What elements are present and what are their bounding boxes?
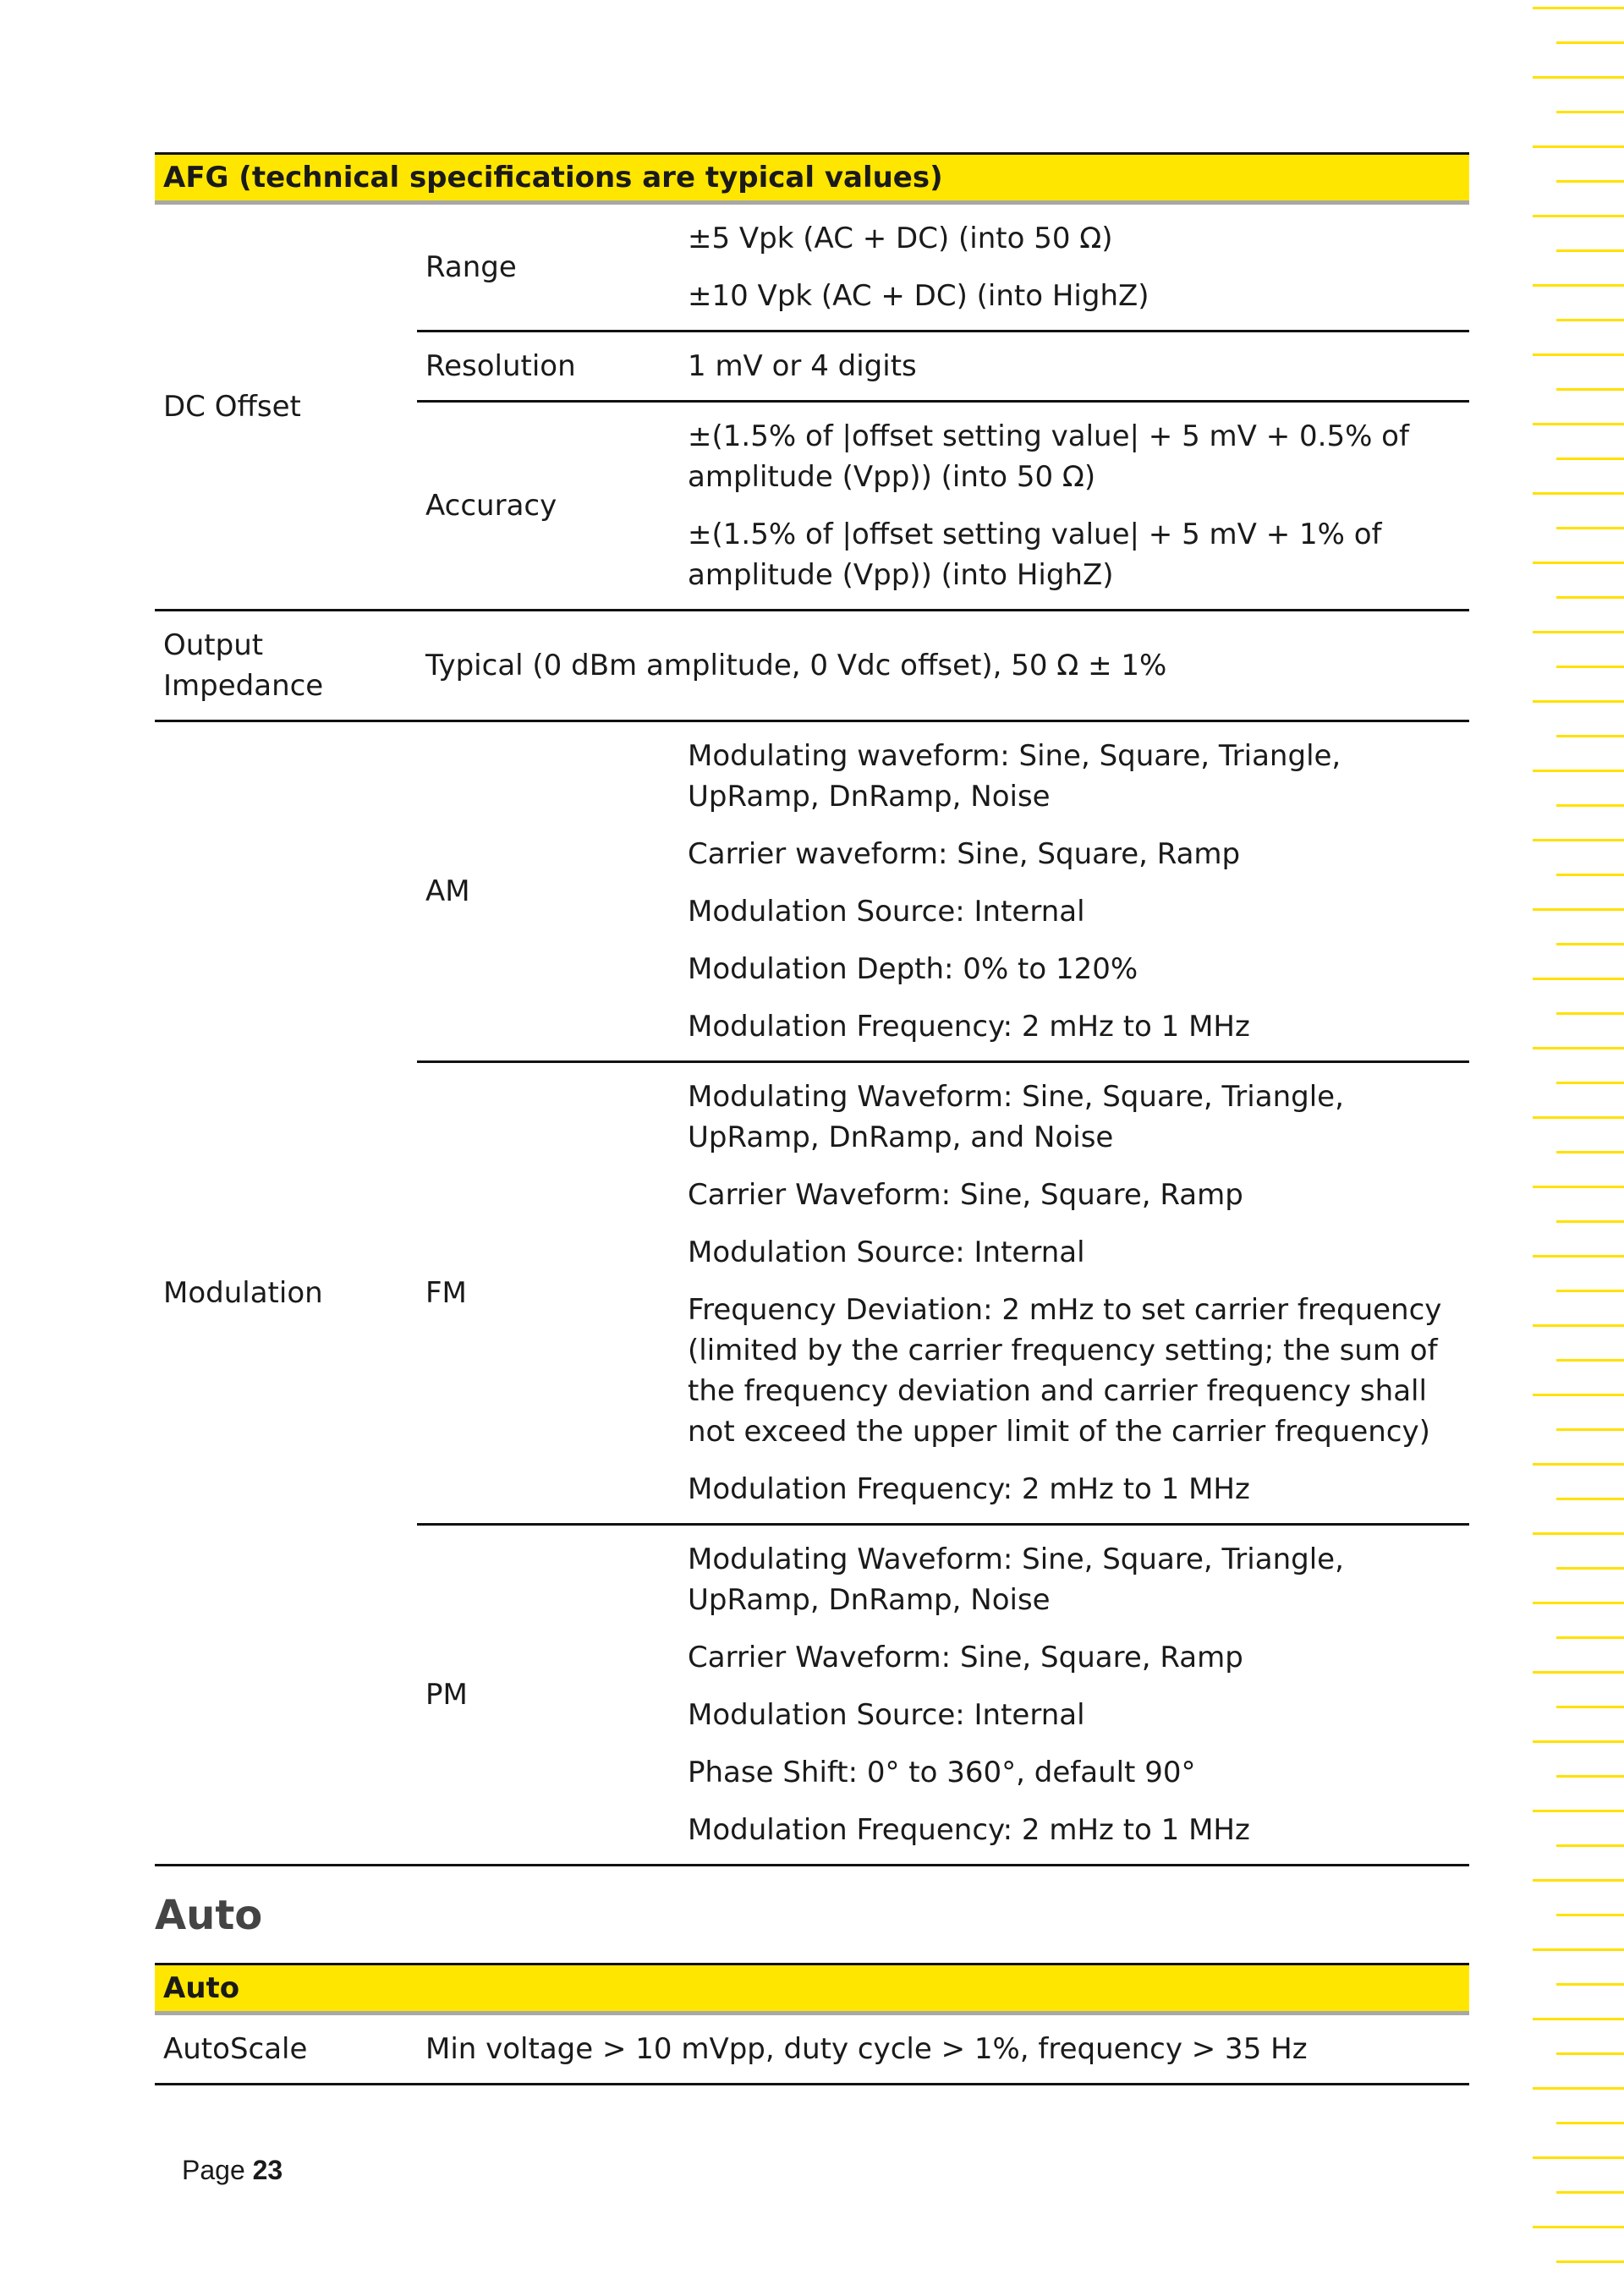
margin-line	[1556, 1359, 1624, 1362]
margin-line	[1533, 1671, 1624, 1674]
fm-values	[679, 1062, 1469, 1525]
page-content	[155, 152, 1469, 2085]
margin-line	[1533, 7, 1624, 9]
auto-table-header-row	[155, 1964, 1469, 2014]
page-number: 23	[252, 2155, 283, 2185]
fm-value: Modulating Waveform: Sine, Square, Triangle, UpRamp, DnRamp, and Noise	[688, 1080, 1344, 1154]
margin-line	[1556, 804, 1624, 807]
margin-line	[1533, 2087, 1624, 2090]
margin-line	[1556, 319, 1624, 321]
margin-line	[1533, 284, 1624, 287]
table-row	[155, 2014, 1469, 2085]
margin-line	[1556, 874, 1624, 876]
margin-line	[1533, 492, 1624, 495]
page-label: Page	[182, 2155, 245, 2185]
resolution-value: 1 mV or 4 digits	[679, 332, 1469, 402]
margin-line	[1533, 1255, 1624, 1258]
am-value: Modulation Depth: 0% to 120%	[688, 952, 1138, 986]
margin-line	[1533, 1602, 1624, 1604]
margin-line	[1533, 1324, 1624, 1327]
afg-table-header: AFG (technical specifications are typical values)	[155, 154, 1469, 203]
margin-line	[1556, 111, 1624, 113]
margin-line	[1533, 2226, 1624, 2228]
margin-line	[1533, 1532, 1624, 1535]
margin-line	[1533, 1463, 1624, 1466]
fm-label: FM	[417, 1062, 679, 1525]
margin-line	[1556, 1151, 1624, 1153]
margin-line	[1556, 596, 1624, 599]
pm-value: Modulating Waveform: Sine, Square, Triangle, UpRamp, DnRamp, Noise	[688, 1543, 1344, 1617]
fm-value: Frequency Deviation: 2 mHz to set carrier frequency (limited by the carrier frequency setting; the sum of the frequency deviation and carrier frequency shall not exceed the upper limit of the carrier frequency)	[688, 1293, 1442, 1449]
margin-line	[1556, 2122, 1624, 2124]
accuracy-value: ±(1.5% of |offset setting value| + 5 mV + 0.5% of amplitude (Vpp)) (into 50 Ω)	[688, 419, 1409, 494]
margin-line	[1556, 1636, 1624, 1639]
margin-line	[1556, 388, 1624, 391]
margin-line	[1533, 2018, 1624, 2020]
am-value: Modulation Frequency: 2 mHz to 1 MHz	[688, 1010, 1250, 1044]
accuracy-values	[679, 402, 1469, 611]
margin-line	[1533, 2156, 1624, 2159]
dc-offset-label: DC Offset	[155, 203, 417, 611]
margin-line	[1533, 1740, 1624, 1743]
margin-line	[1556, 1775, 1624, 1778]
am-value: Modulating waveform: Sine, Square, Triangle, UpRamp, DnRamp, Noise	[688, 739, 1341, 814]
fm-value: Modulation Frequency: 2 mHz to 1 MHz	[688, 1472, 1250, 1506]
margin-line	[1533, 1186, 1624, 1188]
margin-line	[1556, 2191, 1624, 2194]
margin-line	[1556, 1983, 1624, 1986]
pm-value: Carrier Waveform: Sine, Square, Ramp	[688, 1641, 1243, 1674]
afg-table-header-row	[155, 154, 1469, 203]
margin-line	[1556, 1498, 1624, 1500]
margin-line	[1556, 666, 1624, 668]
margin-line	[1556, 527, 1624, 529]
page-footer	[182, 2155, 283, 2186]
table-row	[155, 203, 1469, 332]
fm-value: Carrier Waveform: Sine, Square, Ramp	[688, 1178, 1243, 1212]
margin-decoration	[1522, 0, 1624, 2296]
margin-line	[1556, 1220, 1624, 1223]
pm-values	[679, 1525, 1469, 1866]
margin-line	[1556, 1082, 1624, 1084]
margin-line	[1556, 735, 1624, 737]
margin-line	[1556, 2052, 1624, 2055]
output-impedance-value: Typical (0 dBm amplitude, 0 Vdc offset), 50 Ω ± 1%	[417, 611, 1469, 721]
margin-line	[1533, 1879, 1624, 1882]
margin-line	[1533, 215, 1624, 217]
fm-value: Modulation Source: Internal	[688, 1236, 1085, 1269]
pm-value: Phase Shift: 0° to 360°, default 90°	[688, 1756, 1196, 1789]
margin-line	[1533, 1948, 1624, 1951]
margin-line	[1533, 145, 1624, 148]
margin-line	[1556, 1706, 1624, 1708]
accuracy-label: Accuracy	[417, 402, 679, 611]
range-value: ±5 Vpk (AC + DC) (into 50 Ω)	[688, 222, 1113, 255]
margin-line	[1556, 1914, 1624, 1916]
margin-line	[1533, 700, 1624, 703]
margin-line	[1556, 41, 1624, 44]
pm-value: Modulation Frequency: 2 mHz to 1 MHz	[688, 1813, 1250, 1847]
margin-line	[1556, 1428, 1624, 1431]
margin-line	[1533, 1394, 1624, 1396]
afg-spec-table	[155, 152, 1469, 1866]
pm-label: PM	[417, 1525, 679, 1866]
table-row	[155, 611, 1469, 721]
table-row	[155, 721, 1469, 1062]
auto-table-header: Auto	[155, 1964, 1469, 2014]
output-impedance-label: Output Impedance	[155, 611, 417, 721]
margin-line	[1533, 1047, 1624, 1049]
margin-line	[1533, 908, 1624, 911]
margin-line	[1533, 978, 1624, 980]
margin-line	[1556, 180, 1624, 183]
am-values	[679, 721, 1469, 1062]
margin-line	[1533, 1116, 1624, 1119]
margin-line	[1556, 1290, 1624, 1292]
am-value: Carrier waveform: Sine, Square, Ramp	[688, 837, 1241, 871]
auto-spec-table	[155, 1963, 1469, 2085]
autoscale-label: AutoScale	[155, 2014, 417, 2085]
margin-line	[1533, 631, 1624, 633]
margin-line	[1533, 423, 1624, 425]
margin-line	[1533, 562, 1624, 564]
margin-line	[1556, 1567, 1624, 1570]
margin-line	[1556, 458, 1624, 460]
margin-line	[1556, 2260, 1624, 2263]
range-values	[679, 203, 1469, 332]
margin-line	[1533, 1810, 1624, 1812]
margin-line	[1556, 249, 1624, 252]
margin-line	[1556, 1844, 1624, 1847]
margin-line	[1533, 839, 1624, 841]
margin-line	[1533, 770, 1624, 772]
auto-section-title: Auto	[155, 1892, 263, 1939]
pm-value: Modulation Source: Internal	[688, 1698, 1085, 1732]
am-value: Modulation Source: Internal	[688, 895, 1085, 929]
accuracy-value: ±(1.5% of |offset setting value| + 5 mV + 1% of amplitude (Vpp)) (into HighZ)	[688, 518, 1382, 592]
margin-line	[1533, 353, 1624, 356]
autoscale-value: Min voltage > 10 mVpp, duty cycle > 1%, frequency > 35 Hz	[417, 2014, 1469, 2085]
modulation-label: Modulation	[155, 721, 417, 1866]
am-label: AM	[425, 874, 470, 908]
margin-line	[1556, 943, 1624, 945]
range-value: ±10 Vpk (AC + DC) (into HighZ)	[688, 279, 1149, 313]
margin-line	[1556, 1012, 1624, 1015]
resolution-label: Resolution	[417, 332, 679, 402]
margin-line	[1533, 76, 1624, 79]
range-label: Range	[425, 250, 517, 284]
